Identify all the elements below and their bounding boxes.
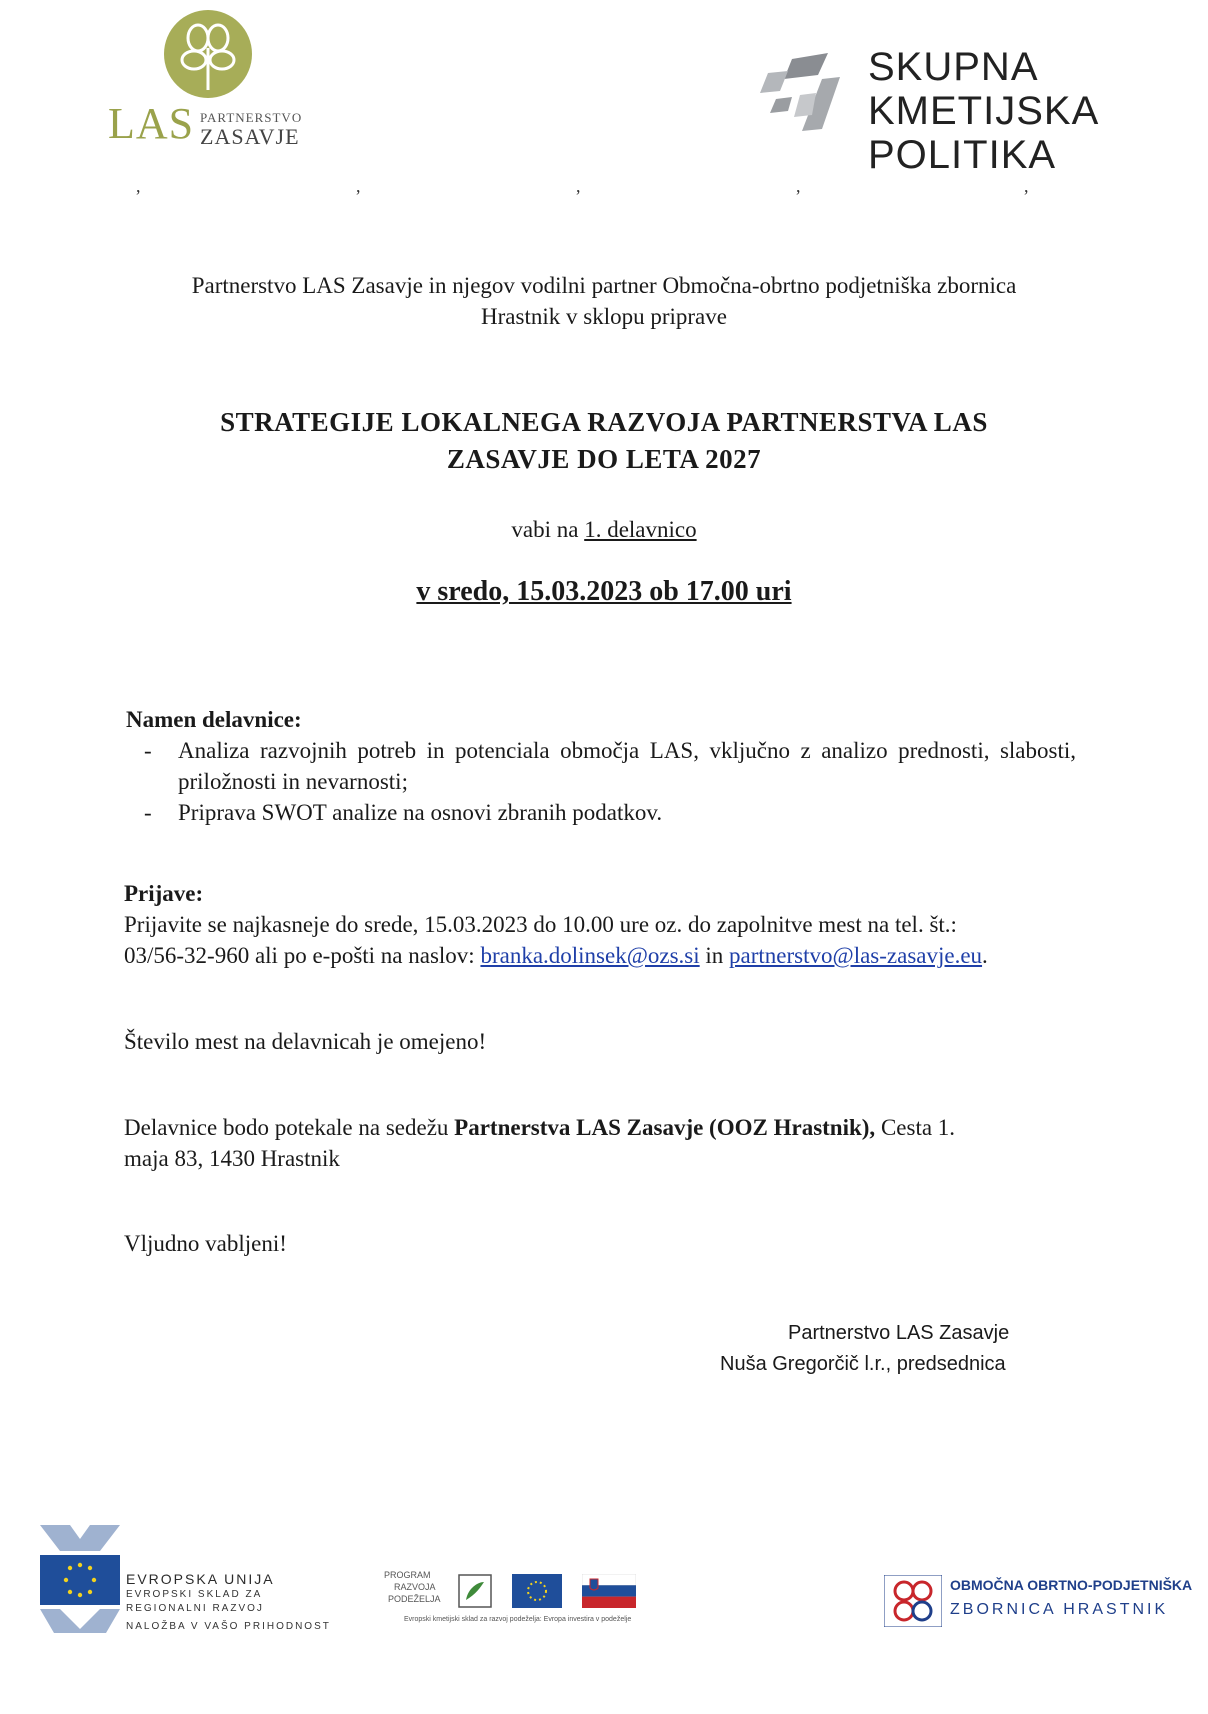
signature-block bbox=[720, 1318, 1080, 1380]
ooz-line1: OBMOČNA OBRTNO-PODJETNIŠKA bbox=[950, 1577, 1193, 1593]
las-zasavje-logo bbox=[108, 8, 308, 148]
invite-underlined: 1. delavnico bbox=[584, 517, 697, 542]
limited-seats-text: Število mest na delavnicah je omejeno! bbox=[124, 1029, 487, 1054]
ooz-hrastnik-logo bbox=[884, 1573, 1193, 1629]
registration-section bbox=[124, 878, 1084, 971]
signature-org: Partnerstvo LAS Zasavje bbox=[788, 1322, 1010, 1344]
skp-line1: SKUPNA bbox=[868, 45, 1039, 89]
skp-line2: KMETIJSKA bbox=[868, 89, 1100, 133]
eu-line3: REGIONALNI RAZVOJ bbox=[126, 1603, 264, 1614]
closing-text: Vljudno vabljeni! bbox=[124, 1231, 287, 1256]
eu-line4: NALOŽBA V VAŠO PRIHODNOST bbox=[126, 1621, 331, 1632]
registration-line2 bbox=[124, 940, 1084, 971]
eu-erdf-logo bbox=[40, 1525, 360, 1635]
location-line2: maja 83, 1430 Hrastnik bbox=[124, 1146, 340, 1171]
las-main-text: LAS bbox=[108, 99, 195, 148]
location-line1 bbox=[124, 1112, 1084, 1143]
title-line1: STRATEGIJE LOKALNEGA RAZVOJA PARTNERSTVA LAS bbox=[220, 407, 988, 437]
scan-mark: , bbox=[136, 176, 141, 196]
title-line2: ZASAVJE DO LETA 2027 bbox=[446, 444, 762, 474]
skp-graphic-icon bbox=[740, 51, 860, 141]
email-link-branka[interactable]: branka.dolinsek@ozs.si bbox=[480, 943, 700, 968]
prp-line2: RAZVOJA bbox=[394, 1582, 436, 1592]
scan-mark: , bbox=[796, 176, 801, 196]
purpose-section bbox=[126, 704, 1076, 828]
prp-line3: PODEŽELJA bbox=[388, 1594, 441, 1604]
registration-line2-suffix: . bbox=[982, 943, 988, 968]
las-zasavje-text: ZASAVJE bbox=[200, 124, 300, 149]
eu-flag-small-icon bbox=[512, 1574, 562, 1608]
scan-mark: , bbox=[356, 176, 361, 196]
skp-line3: POLITIKA bbox=[868, 133, 1057, 177]
eu-line1: EVROPSKA UNIJA bbox=[126, 1571, 275, 1587]
skupna-kmetijska-politika-logo bbox=[740, 45, 1100, 177]
location-prefix: Delavnice bodo potekale na sedežu bbox=[124, 1115, 455, 1140]
ooz-circles-icon bbox=[884, 1575, 942, 1627]
list-item bbox=[126, 735, 1076, 797]
intro-line2: Hrastnik v sklopu priprave bbox=[481, 304, 727, 329]
bullet-dash: - bbox=[144, 800, 152, 825]
signature-name: Nuša Gregorčič l.r., predsednica bbox=[720, 1353, 1006, 1375]
eu-line2: EVROPSKI SKLAD ZA bbox=[126, 1589, 263, 1600]
prp-line1: PROGRAM bbox=[384, 1570, 431, 1580]
intro-text bbox=[100, 270, 1108, 332]
eu-flag-icon bbox=[40, 1525, 120, 1633]
invite-prefix: vabi na bbox=[511, 517, 585, 542]
tree-icon bbox=[160, 8, 256, 100]
purpose-heading: Namen delavnice: bbox=[126, 707, 302, 732]
location-suffix: Cesta 1. bbox=[875, 1115, 956, 1140]
registration-line2-mid: in bbox=[699, 943, 730, 968]
scan-mark: , bbox=[1024, 176, 1029, 196]
prp-caption: Evropski kmetijski sklad za razvoj podeželja: Evropa investira v podeželje bbox=[404, 1616, 632, 1623]
date-text: v sredo, 15.03.2023 ob 17.00 uri bbox=[416, 576, 792, 607]
location-section bbox=[124, 1112, 1084, 1174]
slovenia-flag-icon bbox=[582, 1574, 636, 1608]
las-partnerstvo-text: PARTNERSTVO bbox=[200, 110, 303, 125]
location-bold: Partnerstva LAS Zasavje (OOZ Hrastnik), bbox=[454, 1115, 876, 1140]
leader-icon bbox=[458, 1574, 492, 1608]
purpose-item-2: Priprava SWOT analize na osnovi zbranih podatkov. bbox=[178, 800, 663, 825]
registration-line1: Prijavite se najkasneje do srede, 15.03.2023 do 10.00 ure oz. do zapolnitve mest na tel. št.: bbox=[124, 912, 957, 937]
email-link-partnerstvo[interactable]: partnerstvo@las-zasavje.eu bbox=[729, 943, 983, 968]
page-title bbox=[100, 404, 1108, 478]
bullet-dash: - bbox=[144, 738, 152, 763]
list-item bbox=[126, 797, 1076, 828]
ooz-line2: ZBORNICA HRASTNIK bbox=[950, 1601, 1169, 1618]
purpose-item-1: Analiza razvojnih potreb in potenciala območja LAS, vključno z analizo prednosti, slabosti, priložnosti in nevarnosti; bbox=[178, 738, 1076, 794]
registration-line2-prefix: 03/56-32-960 ali po e-pošti na naslov: bbox=[124, 943, 481, 968]
intro-line1: Partnerstvo LAS Zasavje in njegov vodilni partner Območna-obrtno podjetniška zbornica bbox=[191, 273, 1017, 298]
scan-mark: , bbox=[576, 176, 581, 196]
registration-heading: Prijave: bbox=[124, 881, 204, 906]
date-line bbox=[100, 576, 1108, 608]
prp-logo-group bbox=[382, 1566, 662, 1636]
invite-line bbox=[100, 514, 1108, 545]
